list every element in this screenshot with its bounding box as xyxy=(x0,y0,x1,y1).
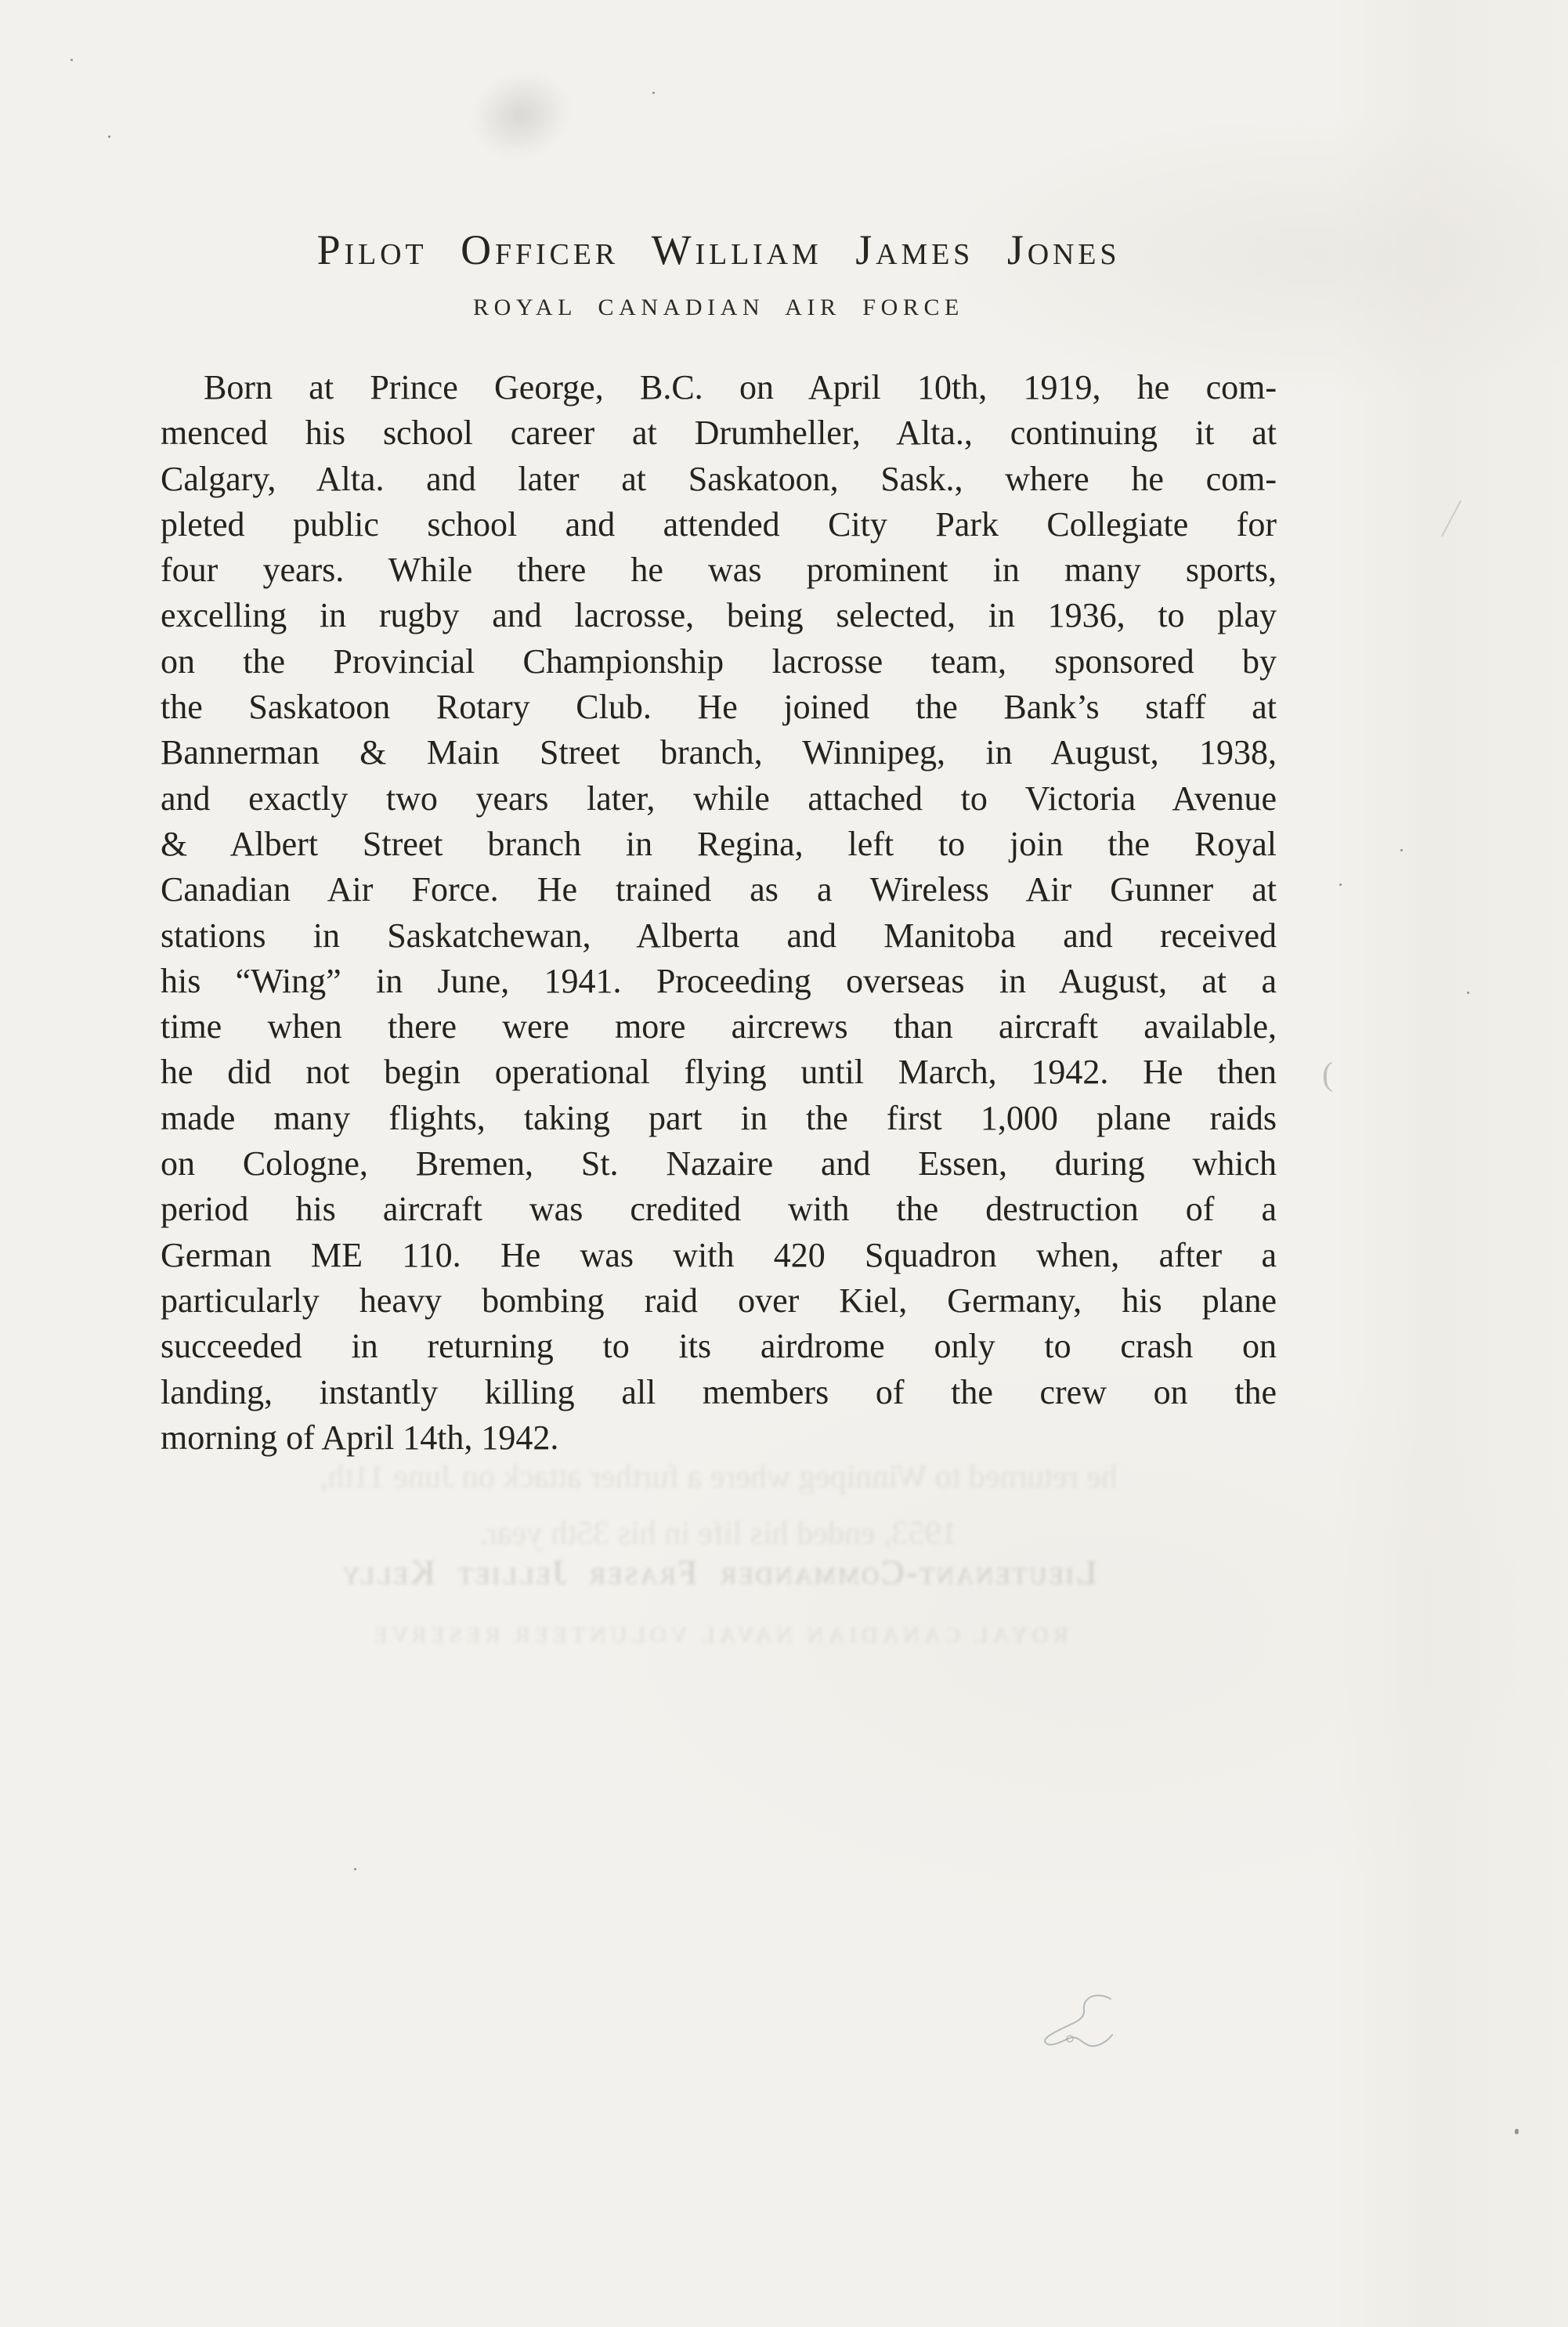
body-line: period his aircraft was credited with the destruction of a xyxy=(161,1190,1277,1229)
body-line: time when there were more aircrews than aircraft available, xyxy=(161,1007,1277,1046)
page-subtitle: ROYAL CANADIAN AIR FORCE xyxy=(473,294,964,320)
body-line: succeeded in returning to its airdrome only to crash on xyxy=(161,1327,1277,1366)
bleedthrough-line: Lieutenant-Commander Fraser Jelliet Kelly xyxy=(340,1553,1097,1592)
pencil-smudge-artifact xyxy=(457,56,584,175)
body-line: he did not begin operational flying until March, 1942. He then xyxy=(161,1053,1277,1092)
pencil-squiggle-mark xyxy=(1035,1989,1145,2060)
body-line: Canadian Air Force. He trained as a Wireless Air Gunner at xyxy=(161,870,1277,909)
dust-speck xyxy=(70,59,73,61)
body-line: German ME 110. He was with 420 Squadron when, after a xyxy=(161,1235,1277,1274)
bleedthrough-line: he returned to Winnipeg where a further attack on June 11th, xyxy=(320,1459,1118,1495)
scratch-mark xyxy=(1441,500,1461,537)
body-line: made many flights, taking part in the first 1,000 plane raids xyxy=(161,1098,1277,1137)
stray-ink-mark: ( xyxy=(1322,1057,1333,1093)
body-line: morning of April 14th, 1942. xyxy=(161,1418,559,1457)
body-line: Bannerman & Main Street branch, Winnipeg, in August, 1938, xyxy=(161,733,1277,772)
dust-speck xyxy=(1467,992,1469,994)
dust-speck xyxy=(1400,849,1403,851)
body-line: Calgary, Alta. and later at Saskatoon, Sask., where he com- xyxy=(161,459,1277,498)
body-line: on the Provincial Championship lacrosse team, sponsored by xyxy=(161,641,1277,681)
dust-speck xyxy=(1339,883,1342,886)
body-line: on Cologne, Bremen, St. Nazaire and Essen, during which xyxy=(161,1144,1277,1183)
body-line: four years. While there he was prominent in many sports, xyxy=(161,551,1277,590)
body-line: menced his school career at Drumheller, Alta., continuing it at xyxy=(161,414,1277,453)
dust-speck xyxy=(652,92,655,94)
body-line: his “Wing” in June, 1941. Proceeding overseas in August, at a xyxy=(161,961,1277,1000)
body-line: excelling in rugby and lacrosse, being selected, in 1936, to play xyxy=(161,596,1277,635)
body-line: landing, instantly killing all members of the crew on the xyxy=(161,1372,1277,1411)
dust-speck xyxy=(108,136,110,138)
body-text xyxy=(161,365,1277,1461)
page-title: Pilot Officer William James Jones xyxy=(316,226,1121,273)
body-line: the Saskatoon Rotary Club. He joined the Bank’s staff at xyxy=(161,688,1277,727)
bleedthrough-line: 1953, ended his life in his 35th year. xyxy=(479,1516,958,1552)
body-line: pleted public school and attended City Park Collegiate for xyxy=(161,504,1277,544)
dust-speck xyxy=(354,1868,356,1870)
body-line: Born at Prince George, B.C. on April 10th, 1919, he com- xyxy=(204,368,1277,407)
body-line: stations in Saskatchewan, Alberta and Manitoba and received xyxy=(161,916,1277,955)
bleedthrough-line: ROYAL CANADIAN NAVAL VOLUNTEER RESERVE xyxy=(369,1623,1068,1648)
body-line: particularly heavy bombing raid over Kiel, Germany, his plane xyxy=(161,1281,1277,1320)
body-line: & Albert Street branch in Regina, left to join the Royal xyxy=(161,824,1277,863)
body-line: and exactly two years later, while attached to Victoria Avenue xyxy=(161,779,1277,818)
dust-speck xyxy=(1515,2129,1519,2134)
